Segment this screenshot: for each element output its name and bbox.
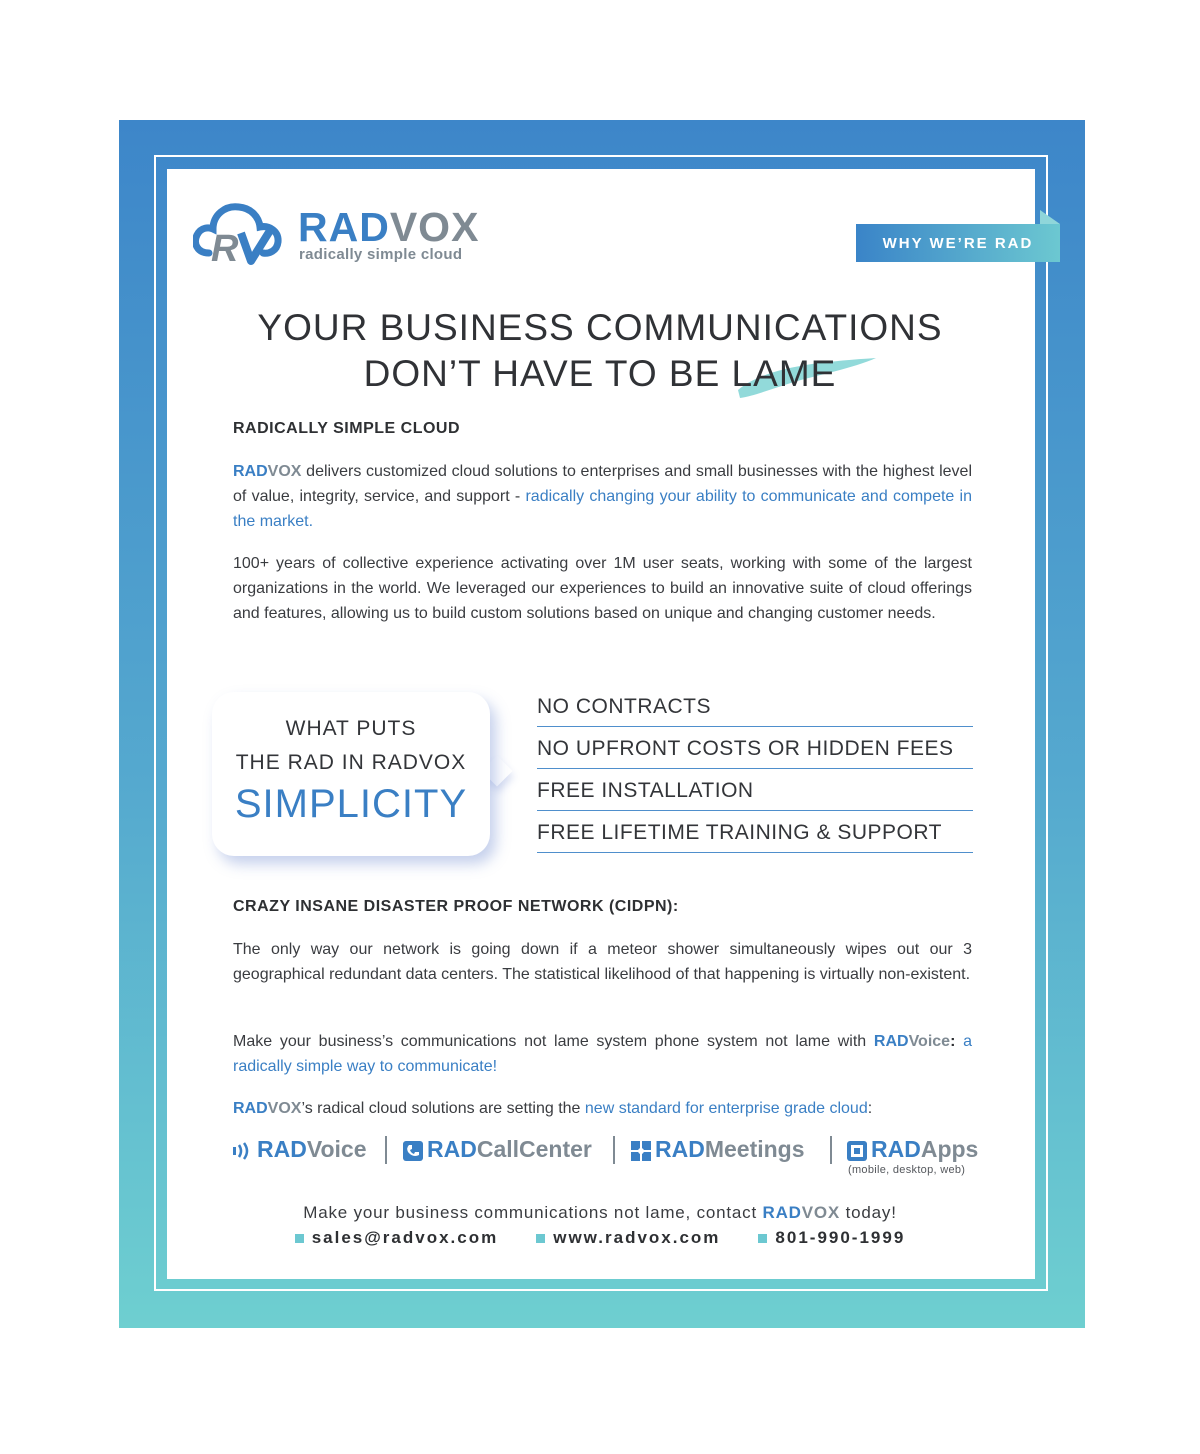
radvoice-paragraph <box>233 1029 972 1079</box>
bubble-line-2: THE RAD IN RADVOX <box>235 751 467 774</box>
product-rad: RAD <box>257 1136 307 1162</box>
headline <box>200 305 1000 397</box>
svg-text:R: R <box>211 228 239 267</box>
contact-vox: VOX <box>801 1203 841 1222</box>
contact-cta <box>200 1203 1000 1223</box>
contact-email[interactable] <box>295 1228 499 1248</box>
headline-line-2: DON’T HAVE TO BE LAME <box>363 353 837 394</box>
bubble-simplicity: SIMPLICITY <box>234 782 468 826</box>
apps-platforms: (mobile, desktop, web) <box>848 1164 966 1176</box>
section-title-simple-cloud: RADICALLY SIMPLE CLOUD <box>233 420 461 437</box>
apps-window-icon <box>847 1141 867 1161</box>
contact-details <box>200 1228 1000 1248</box>
product-rest: CallCenter <box>476 1136 592 1162</box>
sound-waves-icon <box>233 1142 253 1160</box>
product-radapps <box>847 1134 978 1164</box>
standard-paragraph <box>233 1096 972 1121</box>
bullet-square-icon <box>536 1234 545 1243</box>
brand-name <box>298 204 480 250</box>
meeting-grid-icon <box>631 1141 651 1161</box>
standard-text: ’s radical cloud solutions are setting the <box>301 1100 585 1117</box>
network-paragraph: The only way our network is going down if a meteor shower simultaneously wipes out our 3 geographical redundant data centers. The statistical likelihood of that happening is virtually non-existent. <box>233 941 972 983</box>
product-rad: RAD <box>871 1136 921 1162</box>
brand-logo <box>193 195 493 270</box>
product-divider <box>385 1136 387 1164</box>
product-rest: Meetings <box>704 1136 805 1162</box>
standard-vox: VOX <box>267 1100 302 1117</box>
feature-list <box>537 685 973 853</box>
contact-end: today! <box>840 1203 897 1222</box>
intro-paragraph <box>233 459 972 534</box>
email-text[interactable]: sales@radvox.com <box>311 1228 499 1247</box>
bullet-square-icon <box>295 1234 304 1243</box>
headline-line-1: YOUR BUSINESS COMMUNICATIONS <box>257 307 943 348</box>
product-radvoice <box>233 1134 367 1164</box>
contact-website[interactable] <box>536 1228 720 1248</box>
product-rest: Apps <box>920 1136 979 1162</box>
intro-highlight: radically changing your ability to communicate and compete in the market. <box>233 488 973 530</box>
product-rad: RAD <box>655 1136 705 1162</box>
product-lineup <box>233 1134 993 1180</box>
cloud-rv-logo-icon <box>193 195 283 267</box>
why-rad-tag: WHY WE’RE RAD <box>856 224 1060 262</box>
phone-text[interactable]: 801-990-1999 <box>775 1228 906 1247</box>
bubble-line-1: WHAT PUTS <box>285 717 417 740</box>
section-title-cidpn: CRAZY INSANE DISASTER PROOF NETWORK (CIDPN): <box>233 898 679 915</box>
feature-item: FREE INSTALLATION <box>537 769 973 811</box>
tag-fold <box>1040 210 1060 224</box>
brand-name-rad: RAD <box>298 204 390 250</box>
feature-item: NO UPFRONT COSTS OR HIDDEN FEES <box>537 727 973 769</box>
product-divider <box>613 1136 615 1164</box>
contact-text: Make your business communications not lame, contact <box>303 1203 763 1222</box>
radvoice-voice: Voice <box>908 1033 951 1050</box>
product-rest: Voice <box>306 1136 367 1162</box>
product-radmeetings <box>631 1134 805 1164</box>
radvoice-rad: RAD <box>873 1033 909 1050</box>
standard-rad: RAD <box>233 1100 268 1117</box>
bullet-square-icon <box>758 1234 767 1243</box>
brand-name-vox: VOX <box>389 204 480 250</box>
brand-tagline: radically simple cloud <box>299 246 463 263</box>
phone-handset-icon <box>403 1141 423 1161</box>
radvoice-colon: : <box>950 1033 956 1050</box>
radvoice-text: Make your business’s communications not lame system phone system not lame with <box>233 1033 874 1050</box>
product-rad: RAD <box>427 1136 477 1162</box>
radvoice-highlight: a radically simple way to communicate! <box>233 1033 972 1075</box>
contact-phone[interactable] <box>758 1228 905 1248</box>
standard-end: : <box>867 1100 873 1117</box>
contact-rad: RAD <box>762 1203 802 1222</box>
intro-vox: VOX <box>267 463 302 480</box>
standard-highlight: new standard for enterprise grade cloud <box>584 1100 868 1117</box>
intro-rad: RAD <box>233 463 268 480</box>
feature-item: NO CONTRACTS <box>537 685 973 727</box>
feature-item: FREE LIFETIME TRAINING & SUPPORT <box>537 811 973 853</box>
experience-paragraph: 100+ years of collective experience activating over 1M user seats, working with some of the largest organizations in the world. We leveraged our experiences to build an innovative suite of cloud offerings and features, allowing us to build custom solutions based on unique and changing customer needs. <box>233 555 972 622</box>
intro-text: delivers customized cloud solutions to enterprises and small businesses with the highest level of value, integrity, service, and support - <box>233 463 972 505</box>
website-text[interactable]: www.radvox.com <box>553 1228 721 1247</box>
product-divider <box>830 1136 832 1164</box>
product-radcallcenter <box>403 1134 592 1164</box>
